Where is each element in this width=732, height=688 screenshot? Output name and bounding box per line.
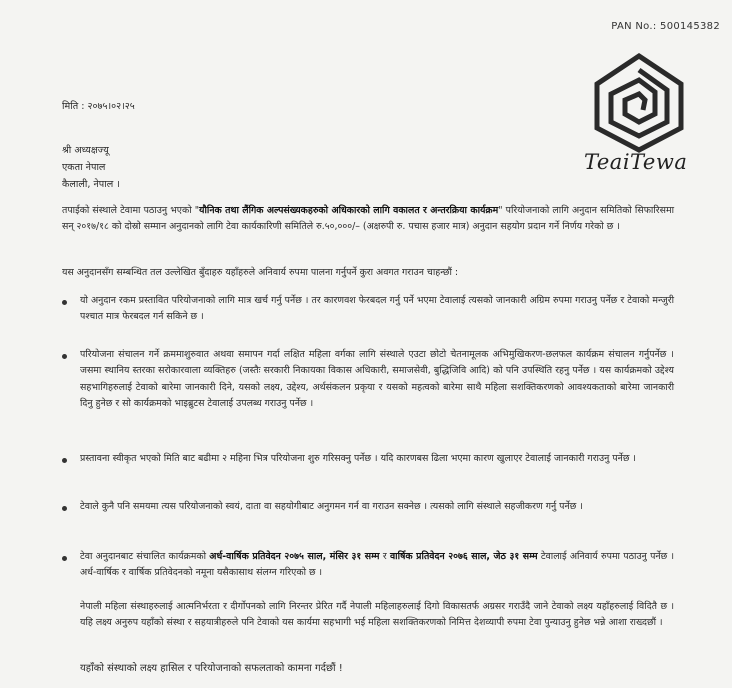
bullet-dot [62,506,67,511]
bullet-dot [62,556,67,561]
recipient-line-3: कैलाली, नेपाल । [62,179,120,190]
condition-item-4: टेवाले कुनै पनि समयमा त्यस परियोजनाको स्वयं, दाता वा सहयोगीबाट अनुगमन गर्न वा गराउन सक्नेछ । त्यसको लागि संस्थाले सहजीकरण गर्नु पर्नेछ । [80,501,583,512]
intro-pre: तपाईको संस्थाले टेवामा पठाउनु भएको " [62,205,200,216]
final-wish: यहाँको संस्थाको लक्ष्य हासिल र परियोजनाको सफलताको कामना गर्दछौं ! [80,663,343,674]
recipient-line-2: एकता नेपाल [62,162,106,173]
intro-paragraph [62,203,674,236]
teatewa-spiral-logo-icon [583,50,695,155]
lead-sentence: यस अनुदानसँग सम्बन्धित तल उल्लेखित बुँदाहरु यहाँहरुले अनिवार्य रुपमा पालना गर्नुपर्ने कुरा अवगत गराउन चाहन्छौं : [62,267,459,278]
report-post: टेवालाई अनिवार्य रुपमा पठाउनु पर्नेछ । अर्ध-वार्षिक र वार्षिक प्रतिवेदनको नमूना यसैकासाथ संलग्न गरिएको छ । [80,551,674,579]
bullet-dot [62,300,67,305]
recipient-line-1: श्री अध्यक्षज्यू [62,145,109,156]
annual-deadline: वार्षिक प्रतिवेदन २०७६ साल, जेठ ३१ सम्म [389,551,538,562]
semi-annual-deadline: अर्ध-वार्षिक प्रतिवेदन २०७५ साल, मंसिर ३१ सम्म [209,551,380,562]
bullet-dot [62,458,67,463]
condition-item-2: परियोजना संचालन गर्ने क्रममाशुरुवात अथवा समापन गर्दा लक्षित महिला वर्गका लागि संस्थाले एउटा छोटो चेतनामूलक अभिमुखिकरण-छलफल कार्यक्रम संचालन गर्नुपर्नेछ । जसमा स्थानिय स्तरका सरोकारवाला व्यक्तिहरु (जस्तैः सरकारी निकायका विकास अधिकारी, समाजसेवी, बुद्धिजिवि आदि) को पनि उपस्थिति रहनु पर्नेछ । यस कार्यक्रमको उद्देश्य सहभागिहरुलाई टेवाको बारेमा जानकारी दिने, यसको लक्ष्य, उद्देश्य, अर्थसंकलन प्रकृया र यसको महत्वको बारेमा साथै महिला सशक्तिकरणको आवश्यकताको बारेमा जानकारी दिनु हुनेछ र सो कार्यक्रमको भाइब्रुटस टेवालाई उपलब्ध गराउनु पर्नेछ । [80,349,674,410]
project-title: यौनिक तथा लैंगिक अल्पसंख्यकहरुको अधिकारको लागि वकालत र अन्तरक्रिया कार्यक्रम [199,205,499,216]
letter-date: मिति : २०७५।०२।२५ [62,101,135,112]
condition-item-3: प्रस्तावना स्वीकृत भएको मिति बाट बढीमा २ महिना भित्र परियोजना शुरु गरिसक्नु पर्नेछ । यदि कारणबस ढिला भएमा कारण खुलाएर टेवालाई जानकारी गराउनु पर्नेछ । [80,453,636,464]
teatewa-logo-text: TeaiTewa [584,150,688,174]
report-mid: र [379,551,390,562]
closing-paragraph: नेपाली महिला संस्थाहरुलाई आत्मनिर्भरता र दीर्गोपनको लागि निरन्तर प्रेरित गर्दै नेपाली महिलाहरुलाई दिगो विकासतर्फ अग्रसर गराउँदै जाने टेवाको लक्ष्य यहाँहरुलाई विदितै छ । यहि लक्ष्य अनुरुप यहाँको संस्था र सहयात्रीहरुले पनि टेवाको यस कार्यमा सहभागी भई महिला सशक्तिकरणको निमित्त देशव्यापी रुपमा टेवा पुन्याउनु हुनेछ भन्ने आशा राख्दछौं । [80,601,674,629]
report-pre: टेवा अनुदानबाट संचालित कार्यक्रमको [80,551,210,562]
condition-item-5-report [80,549,674,582]
pan-number: PAN No.: 500145382 [611,21,720,32]
condition-item-1: यो अनुदान रकम प्रस्तावित परियोजनाको लागि मात्र खर्च गर्नु पर्नेछ । तर कारणवश फेरबदल गर्नु पर्ने भएमा टेवालाई त्यसको जानकारी अग्रिम रुपमा गराउनु पर्नेछ र टेवाको मन्जुरी पश्चात मात्र फेरबदल गर्न सकिने छ । [80,295,674,323]
intro-post: " परियोजनाको लागि अनुदान समितिको सिफारिसमा सन् २०१७/१८ को दोस्रो सम्मान अनुदानको लागि टेवा कार्यकारिणी समितिले रु.५०,०००/– (अक्षरुपी रु. पचास हजार मात्र) अनुदान सहयोग प्रदान गर्ने निर्णय गरेको छ । [62,205,674,233]
bullet-dot [62,354,67,359]
